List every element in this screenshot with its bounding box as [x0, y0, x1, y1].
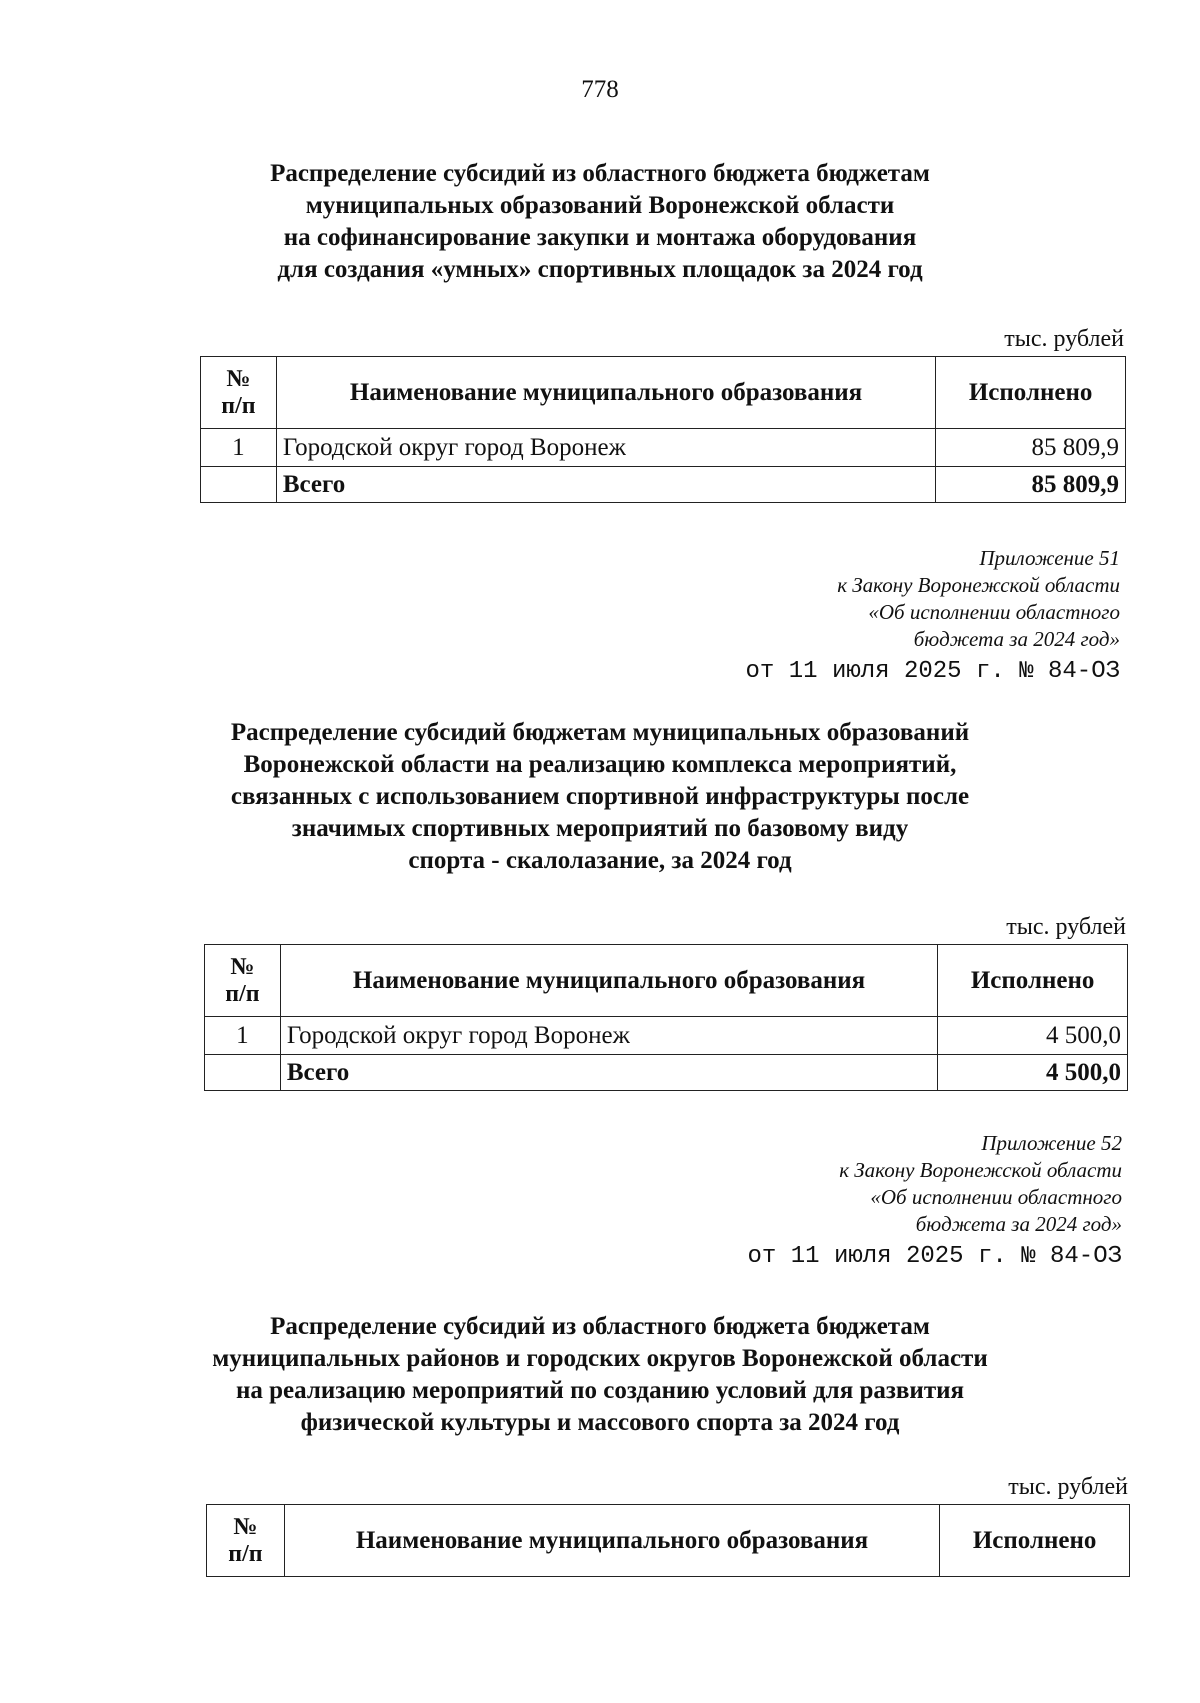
total-label: Всего [280, 1055, 937, 1091]
header-value: Исполнено [936, 357, 1126, 429]
units-label: тыс. рублей [1004, 326, 1124, 352]
appendix-date: от 11 июля 2025 г. № 84-ОЗ [747, 1243, 1122, 1270]
total-number-cell [201, 467, 277, 503]
section-1-title [100, 158, 1100, 286]
title-line: на реализацию мероприятий по созданию условий для развития [235, 1377, 965, 1404]
appendix-52-block [748, 1130, 1122, 1274]
table-row [205, 1017, 1128, 1055]
appendix-date: от 11 июля 2025 г. № 84-ОЗ [745, 658, 1120, 685]
appendix-line: бюджета за 2024 год» [913, 627, 1120, 651]
appendix-line: «Об исполнении областного [870, 1185, 1122, 1209]
header-number: № п/п [205, 945, 281, 1017]
title-line: для создания «умных» спортивных площадок за 2024 год [277, 256, 923, 283]
row-number: 1 [205, 1017, 281, 1055]
appendix-line: «Об исполнении областного [868, 600, 1120, 624]
title-line: муниципальных образований Воронежской области [305, 192, 895, 219]
appendix-51-block [746, 545, 1120, 689]
header-value: Исполнено [940, 1505, 1130, 1577]
header-number: № п/п [201, 357, 277, 429]
page-number: 778 [581, 76, 619, 103]
units-label: тыс. рублей [1006, 914, 1126, 940]
total-value: 85 809,9 [936, 467, 1126, 503]
appendix-line: к Закону Воронежской области [839, 1158, 1122, 1182]
units-label: тыс. рублей [1008, 1474, 1128, 1500]
header-name: Наименование муниципального образования [280, 945, 937, 1017]
total-label: Всего [276, 467, 935, 503]
table-row [201, 429, 1126, 467]
total-number-cell [205, 1055, 281, 1091]
row-name: Городской округ город Воронеж [276, 429, 935, 467]
row-value: 85 809,9 [936, 429, 1126, 467]
title-line: Распределение субсидий из областного бюджета бюджетам [270, 160, 930, 187]
title-line: на софинансирование закупки и монтажа оборудования [283, 224, 917, 251]
title-line: Воронежской области на реализацию комплекса мероприятий, [243, 751, 957, 778]
section-2-table [204, 944, 1128, 1091]
title-line: Распределение субсидий бюджетам муниципальных образований [230, 719, 970, 746]
section-1-table [200, 356, 1126, 503]
total-value: 4 500,0 [938, 1055, 1128, 1091]
header-name: Наименование муниципального образования [284, 1505, 939, 1577]
row-number: 1 [201, 429, 277, 467]
appendix-line: бюджета за 2024 год» [915, 1212, 1122, 1236]
title-line: связанных с использованием спортивной инфраструктуры после [230, 783, 970, 810]
section-3-table [206, 1504, 1130, 1577]
appendix-title: Приложение 52 [981, 1131, 1122, 1155]
header-name: Наименование муниципального образования [276, 357, 935, 429]
appendix-title: Приложение 51 [979, 546, 1120, 570]
title-line: Распределение субсидий из областного бюджета бюджетам [270, 1313, 930, 1340]
total-row [205, 1055, 1128, 1091]
title-line: значимых спортивных мероприятий по базовому виду [291, 815, 909, 842]
title-line: муниципальных районов и городских округов Воронежской области [212, 1345, 988, 1372]
section-3-title [100, 1311, 1100, 1439]
appendix-line: к Закону Воронежской области [837, 573, 1120, 597]
title-line: физической культуры и массового спорта за 2024 год [300, 1409, 900, 1436]
row-value: 4 500,0 [938, 1017, 1128, 1055]
header-number: № п/п [207, 1505, 285, 1577]
section-2-title [100, 717, 1100, 877]
title-line: спорта - скалолазание, за 2024 год [408, 847, 792, 874]
row-name: Городской округ город Воронеж [280, 1017, 937, 1055]
total-row [201, 467, 1126, 503]
header-value: Исполнено [938, 945, 1128, 1017]
